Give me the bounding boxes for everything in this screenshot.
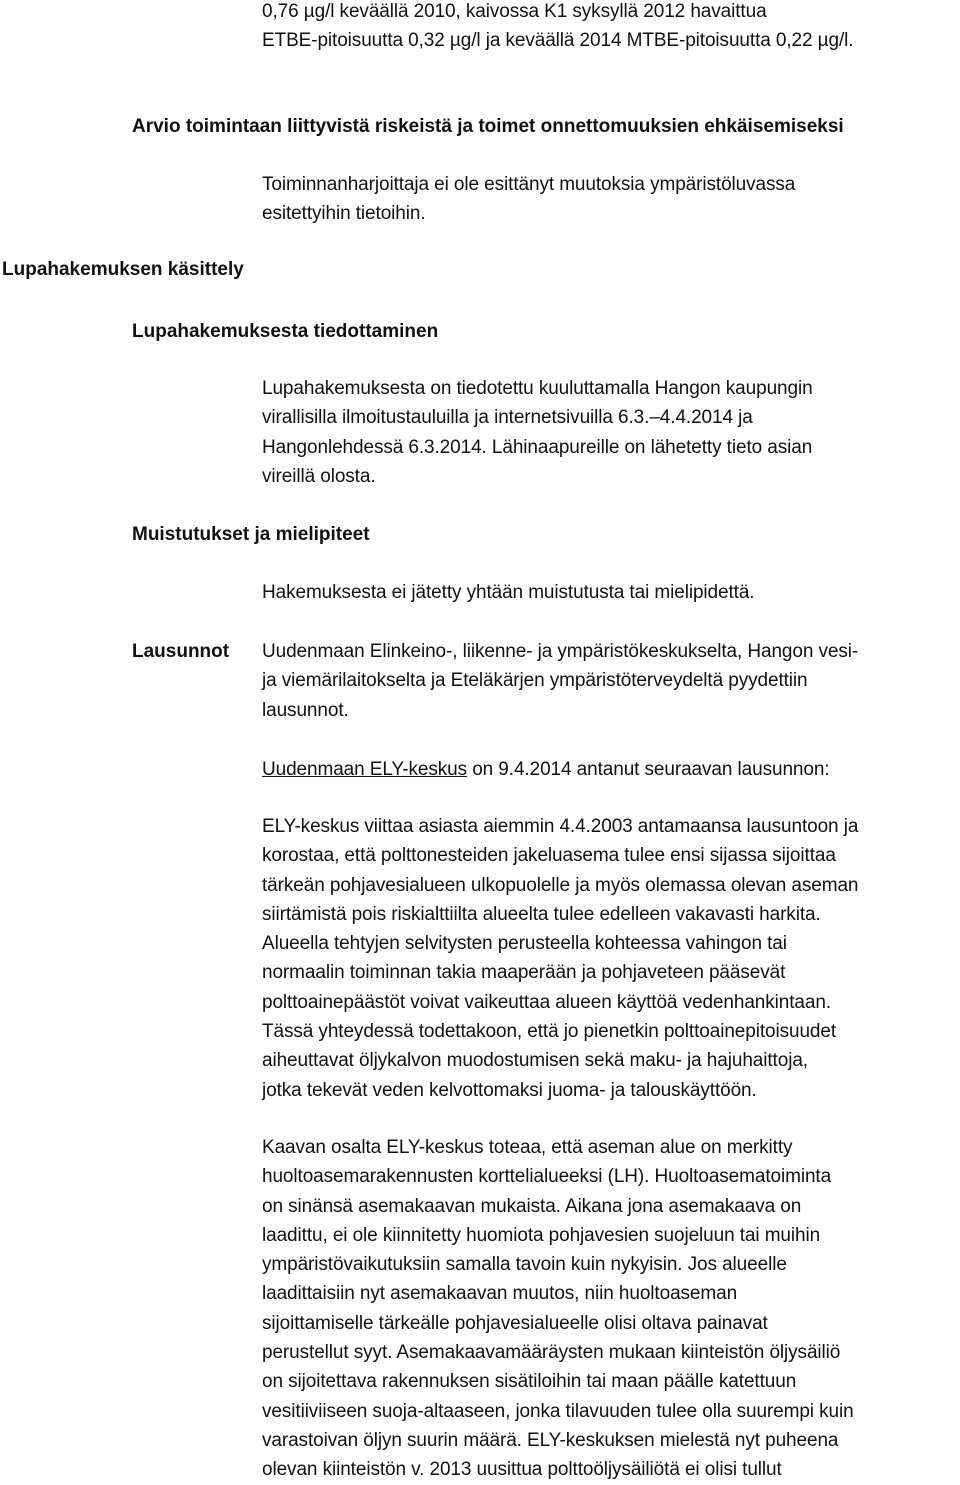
ely-p2-line: on sijoitettava rakennuksen sisätiloihin tai maan päälle katettuun xyxy=(262,1371,797,1393)
statements-heading: Lausunnot xyxy=(132,641,230,662)
ely-p2-line: laadittu, ei ole kiinnitetty huomiota pohjavesien suojeluun tai muihin xyxy=(262,1224,821,1246)
statements-line-1: Uudenmaan Elinkeino-, liikenne- ja ympäristökeskukselta, Hangon vesi- xyxy=(262,641,859,662)
risks-paragraph xyxy=(262,170,960,229)
remarks-paragraph xyxy=(262,578,960,607)
remarks-heading: Muistutukset ja mielipiteet xyxy=(132,524,370,545)
ely-p1-line: siirtämistä pois riskialttiilta alueelta tulee edelleen vakavasti harkita. xyxy=(262,903,821,925)
ely-p2-line: ympäristövaikutuksiin samalla tavoin kuin nykyisin. Jos alueelle xyxy=(262,1254,787,1276)
ely-p2-line: laadittaisiin nyt asemakaavan muutos, niin huoltoaseman xyxy=(262,1283,738,1305)
ely-p2-line: sijoittamiselle tärkeälle pohjavesialueelle olisi oltava painavat xyxy=(262,1312,768,1334)
ely-p1-line: tärkeän pohjavesialueen ulkopuolelle ja myös olemassa olevan aseman xyxy=(262,874,859,896)
intro-line-2: ETBE-pitoisuutta 0,32 µg/l ja keväällä 2014 MTBE-pitoisuutta 0,22 µg/l. xyxy=(262,30,854,52)
statements-paragraph xyxy=(262,637,960,725)
ely-p1-line: jotka tekevät veden kelvottomaksi juoma- ja talouskäyttöön. xyxy=(262,1079,757,1101)
ely-intro-rest: on 9.4.2014 antanut seuraavan lausunnon: xyxy=(467,759,830,780)
ely-intro-paragraph xyxy=(262,755,960,784)
ely-p2-line: vesitiiviiseen suoja-altaaseen, jonka tilavuuden tulee olla suurempi kuin xyxy=(262,1400,854,1422)
risks-heading: Arvio toimintaan liittyvistä riskeistä ja toimet onnettomuuksien ehkäisemiseksi xyxy=(132,116,844,137)
intro-paragraph xyxy=(262,0,960,56)
ely-p2-line: perustellut syyt. Asemakaavamääräysten mukaan kiinteistön öljysäiliö xyxy=(262,1342,841,1364)
ely-p2-line: huoltoasemarakennusten korttelialueeksi (LH). Huoltoasematoiminta xyxy=(262,1166,832,1188)
notice-paragraph xyxy=(262,374,960,491)
risks-line-2: esitettyihin tietoihin. xyxy=(262,203,426,225)
ely-intro-line xyxy=(262,755,960,784)
statements-line-2: ja viemärilaitokselta ja Eteläkärjen ympäristöterveydeltä pyydettiin xyxy=(262,670,808,692)
ely-p2-line: Kaavan osalta ELY-keskus toteaa, että aseman alue on merkitty xyxy=(262,1137,793,1158)
ely-p1-line: normaalin toiminnan takia maaperään ja pohjaveteen pääsevät xyxy=(262,962,786,984)
ely-p2-line: on sinänsä asemakaavan mukaista. Aikana jona asemakaava on xyxy=(262,1195,802,1217)
ely-p1-line: korostaa, että polttonesteiden jakeluasema tulee ensi sijassa sijoittaa xyxy=(262,845,836,867)
ely-paragraph-1 xyxy=(262,812,960,1105)
risks-line-1: Toiminnanharjoittaja ei ole esittänyt muutoksia ympäristöluvassa xyxy=(262,174,796,195)
ely-p2-line: olevan kiinteistön v. 2013 uusittua polttoöljysäiliötä ei olisi tullut xyxy=(262,1459,782,1481)
ely-keskus-link[interactable]: Uudenmaan ELY-keskus xyxy=(262,759,468,780)
notice-line-2: virallisilla ilmoitustauluilla ja internetsivuilla 6.3.–4.4.2014 ja xyxy=(262,407,753,429)
ely-p1-line: aiheuttavat öljykalvon muodostumisen sekä maku- ja hajuhaittoja, xyxy=(262,1050,808,1072)
ely-p1-line: Alueella tehtyjen selvitysten perusteella kohteessa vahingon tai xyxy=(262,933,787,955)
ely-p2-line: varastoivan öljyn suurin määrä. ELY-keskuksen mielestä nyt puheena xyxy=(262,1429,839,1451)
notice-line-1: Lupahakemuksesta on tiedotettu kuuluttamalla Hangon kaupungin xyxy=(262,378,813,399)
ely-paragraph-2 xyxy=(262,1133,960,1485)
processing-heading: Lupahakemuksen käsittely xyxy=(2,259,244,280)
ely-p1-line: polttoainepäästöt voivat vaikeuttaa alueen käyttöä vedenhankintaan. xyxy=(262,991,831,1013)
remarks-line: Hakemuksesta ei jätetty yhtään muistutusta tai mielipidettä. xyxy=(262,582,755,603)
intro-line-1: 0,76 µg/l keväällä 2010, kaivossa K1 syksyllä 2012 havaittua xyxy=(262,1,767,22)
ely-p1-line: ELY-keskus viittaa asiasta aiemmin 4.4.2003 antamaansa lausuntoon ja xyxy=(262,816,859,837)
notice-heading: Lupahakemuksesta tiedottaminen xyxy=(132,321,439,342)
notice-line-3: Hangonlehdessä 6.3.2014. Lähinaapureille on lähetetty tieto asian xyxy=(262,436,813,458)
ely-p1-line: Tässä yhteydessä todettakoon, että jo pienetkin polttoainepitoisuudet xyxy=(262,1021,837,1043)
statements-line-3: lausunnot. xyxy=(262,699,349,721)
notice-line-4: vireillä olosta. xyxy=(262,465,376,487)
